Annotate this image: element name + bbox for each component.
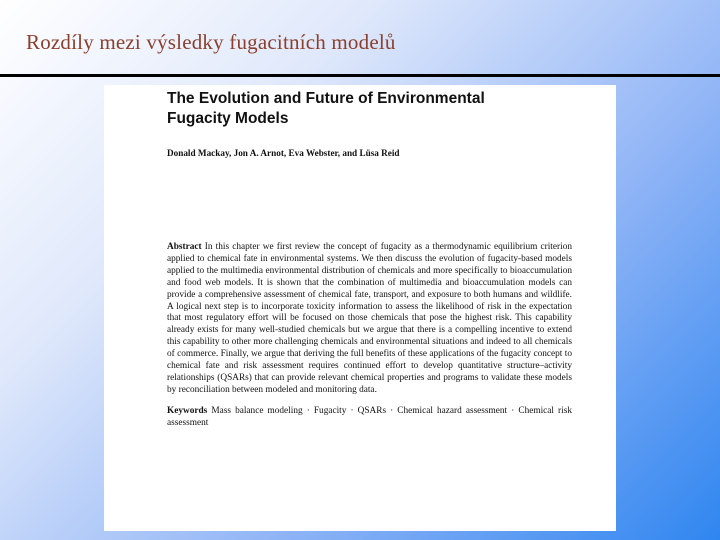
paper-authors: Donald Mackay, Jon A. Arnot, Eva Webster, and Lüsa Reid [167,148,400,158]
title-divider [0,74,720,77]
paper-title-line1: The Evolution and Future of Environmental [167,90,485,107]
slide-title: Rozdíly mezi výsledky fugacitních modelů [26,30,396,54]
keywords-text: Mass balance modeling · Fugacity · QSARs · Chemical hazard assessment · Chemical risk assessment [167,405,573,428]
abstract-text: In this chapter we first review the concept of fugacity as a thermodynamic equilibrium criterion applied to chemical fate in environmental systems. We then discuss the evolution of fugacity-based models applied to the multimedia environmental distribution of chemicals and more specifically to bioaccumulation and food web models. It is shown that the combination of multimedia and bioaccumulation models can provide a comprehensive assessment of chemical fate, transport, and exposure to both humans and wildlife. A logical next step is to incorporate toxicity information to assess the likelihood of risk in the expectation that most regulatory effort will be focused on those chemicals that pose the highest risk. This capability already exists for many well-studied chemicals but we argue that there is a compelling incentive to extend this capability to other more challenging chemicals and environmental situations and indeed to all chemicals of commerce. Finally, we argue that deriving the full benefits of these applications of the fugacity concept to chemical fate and risk assessment requires continued effort to develop quantitative structure–activity relationships (QSARs) that can provide relevant chemical properties and programs to validate these models by reconciliation between modeled and monitoring data. [167,242,572,395]
keywords-label: Keywords [167,405,208,416]
paper-abstract [167,242,572,397]
paper-keywords [167,406,572,430]
abstract-label: Abstract [167,242,202,252]
paper-title [167,89,572,129]
paper-title-line2: Fugacity Models [167,110,289,127]
paper-page-image [104,85,616,531]
